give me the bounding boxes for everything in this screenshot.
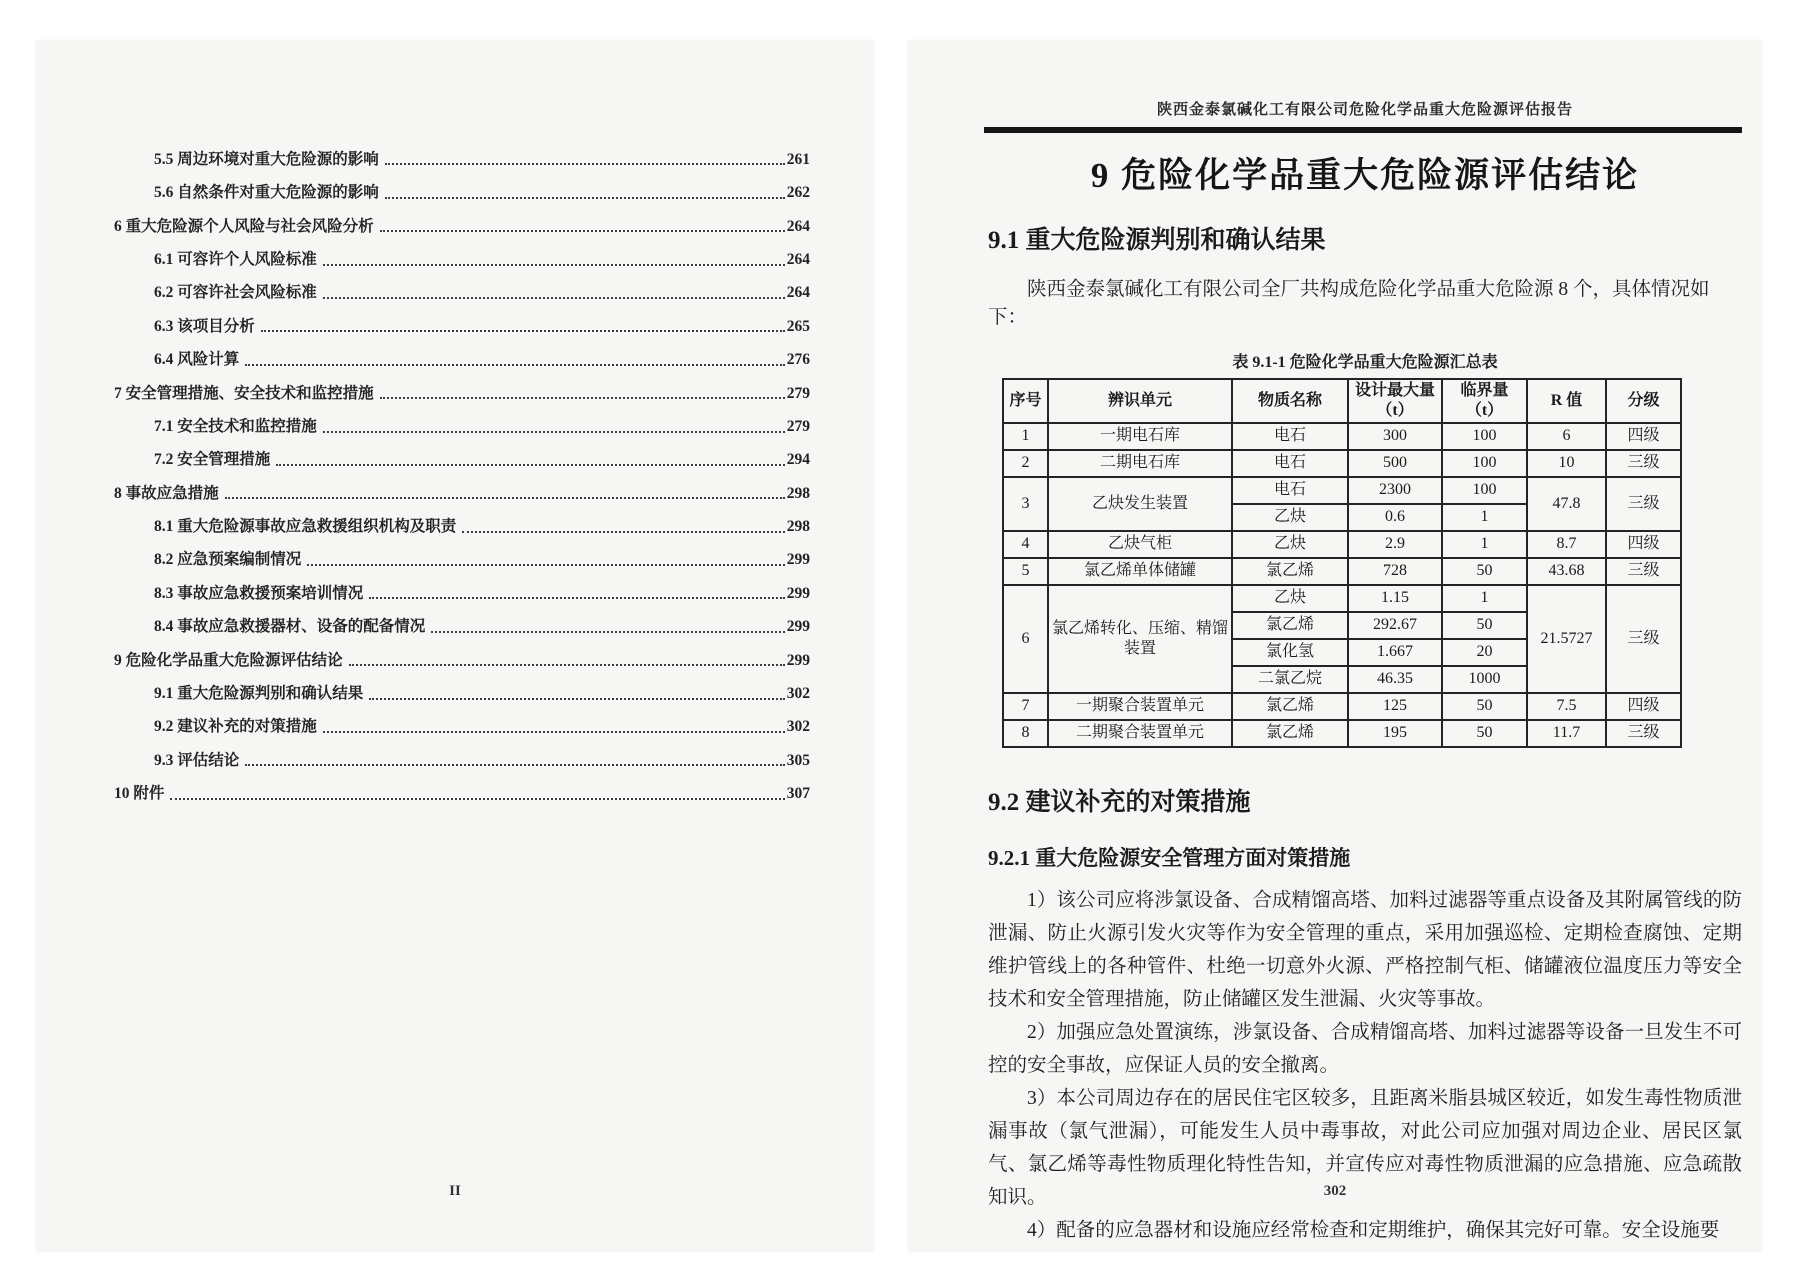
table-cell: 20 <box>1442 639 1527 666</box>
table-cell: 8.7 <box>1527 531 1606 558</box>
toc-entry <box>114 704 810 737</box>
table-cell: 二期聚合装置单元 <box>1048 720 1232 747</box>
toc-entry-label: 6.4 风险计算 <box>154 351 240 369</box>
table-row <box>1003 450 1681 477</box>
table-cell: 300 <box>1348 423 1442 450</box>
toc-entry <box>114 336 810 369</box>
body-paragraph: 2）加强应急处置演练，涉氯设备、合成精馏高塔、加料过滤器等设备一旦发生不可控的安全事故，应保证人员的安全撤离。 <box>988 1021 1742 1076</box>
toc-entry <box>114 470 810 503</box>
table-cell: 6 <box>1003 585 1048 693</box>
toc-entry <box>114 270 810 303</box>
toc-page-number: 298 <box>786 484 810 502</box>
toc-leader-dots <box>245 364 784 366</box>
toc-entry-label: 5.6 自然条件对重大危险源的影响 <box>154 184 379 202</box>
table-cell: 5 <box>1003 558 1048 585</box>
table-cell: 四级 <box>1606 531 1681 558</box>
toc-page-number: 307 <box>786 785 810 803</box>
table-cell: 728 <box>1348 558 1442 585</box>
table-cell: 2300 <box>1348 477 1442 504</box>
toc-entry-label: 8.4 事故应急救援器材、设备的配备情况 <box>154 618 426 636</box>
section-9-1-heading: 9.1 重大危险源判别和确认结果 <box>988 227 1326 254</box>
table-row <box>1003 477 1681 504</box>
toc-entry-label: 9.1 重大危险源判别和确认结果 <box>154 685 364 703</box>
toc-page-number: 276 <box>786 351 810 369</box>
toc-entry-label: 8.1 重大危险源事故应急救援组织机构及职责 <box>154 518 457 536</box>
table-cell: 氯乙烯 <box>1232 612 1348 639</box>
table-cell: 11.7 <box>1527 720 1606 747</box>
table-cell: 100 <box>1442 423 1527 450</box>
table-cell: 46.35 <box>1348 666 1442 693</box>
toc-page-number: 302 <box>786 685 810 703</box>
running-header: 陕西金泰氯碱化工有限公司危险化学品重大危险源评估报告 <box>1156 102 1573 118</box>
table-cell: 195 <box>1348 720 1442 747</box>
toc-entry <box>114 303 810 336</box>
table-cell: 电石 <box>1232 423 1348 450</box>
table-cell: 1 <box>1003 423 1048 450</box>
table-cell: 1.667 <box>1348 639 1442 666</box>
toc-leader-dots <box>245 764 784 766</box>
table-row <box>1003 720 1681 747</box>
table-cell: 1 <box>1442 531 1527 558</box>
toc-entry <box>114 503 810 536</box>
toc-page-number: 305 <box>786 751 810 769</box>
toc-entry-label: 6.3 该项目分析 <box>154 317 255 335</box>
toc-entry <box>114 437 810 470</box>
table-header-row <box>1003 379 1681 423</box>
table-header-cell: R 值 <box>1527 379 1606 423</box>
toc-entry <box>114 570 810 603</box>
toc-entry-label: 8.3 事故应急救援预案培训情况 <box>154 584 364 602</box>
table-cell: 100 <box>1442 450 1527 477</box>
toc-page-number: 299 <box>786 551 810 569</box>
table-cell: 10 <box>1527 450 1606 477</box>
table-cell: 电石 <box>1232 450 1348 477</box>
table-cell: 四级 <box>1606 423 1681 450</box>
toc-leader-dots <box>462 531 784 533</box>
toc-page-number: 299 <box>786 584 810 602</box>
table-cell: 三级 <box>1606 450 1681 477</box>
toc-entry-label: 8.2 应急预案编制情况 <box>154 551 302 569</box>
table-cell: 6 <box>1527 423 1606 450</box>
toc-entry-label: 8 事故应急措施 <box>114 484 219 502</box>
toc-entry <box>114 770 810 803</box>
toc-entry <box>114 537 810 570</box>
table-row <box>1003 531 1681 558</box>
toc-list <box>114 136 810 804</box>
table-cell: 125 <box>1348 693 1442 720</box>
toc-entry <box>114 136 810 169</box>
toc-leader-dots <box>380 230 785 232</box>
table-cell: 二期电石库 <box>1048 450 1232 477</box>
toc-entry-label: 6.1 可容许个人风险标准 <box>154 250 317 268</box>
toc-page-number: 302 <box>786 718 810 736</box>
table-cell: 氯化氢 <box>1232 639 1348 666</box>
table-cell: 4 <box>1003 531 1048 558</box>
toc-page <box>36 40 874 1252</box>
table-cell: 100 <box>1442 477 1527 504</box>
table-cell: 50 <box>1442 558 1527 585</box>
toc-leader-dots <box>349 664 785 666</box>
table-cell: 氯乙烯 <box>1232 558 1348 585</box>
table-cell: 47.8 <box>1527 477 1606 531</box>
table-cell: 8 <box>1003 720 1048 747</box>
toc-leader-dots <box>385 163 785 165</box>
toc-page-number: 298 <box>786 518 810 536</box>
chapter-title: 9 危险化学品重大危险源评估结论 <box>1090 156 1640 195</box>
table-cell: 1.15 <box>1348 585 1442 612</box>
table-cell: 1 <box>1442 585 1527 612</box>
table-cell: 一期电石库 <box>1048 423 1232 450</box>
toc-leader-dots <box>323 731 785 733</box>
toc-page-number: 261 <box>786 150 810 168</box>
toc-leader-dots <box>385 197 785 199</box>
toc-entry-label: 7.2 安全管理措施 <box>154 451 271 469</box>
table-cell: 氯乙烯单体储罐 <box>1048 558 1232 585</box>
table-cell: 50 <box>1442 693 1527 720</box>
toc-page-number: 294 <box>786 451 810 469</box>
body-paragraph: 1）该公司应将涉氯设备、合成精馏高塔、加料过滤器等重点设备及其附属管线的防泄漏、防止火源引发火灾等作为安全管理的重点，采用加强巡检、定期检查腐蚀、定期维护管线上的各种管件、杜绝一切意外火源、严格控制气柜、储罐液位温度压力等安全技术和安全管理措施，防止储罐区发生泄漏、火灾等事故。 <box>988 889 1742 1010</box>
toc-entry <box>114 370 810 403</box>
table-cell: 一期聚合装置单元 <box>1048 693 1232 720</box>
table-cell: 1000 <box>1442 666 1527 693</box>
toc-page-number: 262 <box>786 184 810 202</box>
table-cell: 50 <box>1442 720 1527 747</box>
toc-leader-dots <box>261 330 785 332</box>
table-header-cell: 设计最大量（t） <box>1348 379 1442 423</box>
toc-entry <box>114 403 810 436</box>
toc-entry-label: 7.1 安全技术和监控措施 <box>154 417 317 435</box>
table-cell: 21.5727 <box>1527 585 1606 693</box>
table-cell: 0.6 <box>1348 504 1442 531</box>
left-page-number: II <box>449 1183 461 1199</box>
toc-page-number: 279 <box>786 384 810 402</box>
body-paragraph: 3）本公司周边存在的居民住宅区较多，且距离米脂县城区较近，如发生毒性物质泄漏事故（氯气泄漏），可能发生人员中毒事故，对此公司应加强对周边企业、居民区氯气、氯乙烯等毒性物质理化特性告知，并宣传应对毒性物质泄漏的应急措施、应急疏散知识。 <box>988 1087 1742 1208</box>
toc-entry <box>114 203 810 236</box>
toc-entry <box>114 737 810 770</box>
table-header-cell: 分级 <box>1606 379 1681 423</box>
toc-page-number: 279 <box>786 417 810 435</box>
table-header-cell: 序号 <box>1003 379 1048 423</box>
toc-page-number: 264 <box>786 217 810 235</box>
toc-page-number: 299 <box>786 618 810 636</box>
toc-entry-label: 6.2 可容许社会风险标准 <box>154 284 317 302</box>
table-cell: 乙炔发生装置 <box>1048 477 1232 531</box>
table-cell: 氯乙烯 <box>1232 693 1348 720</box>
toc-entry-label: 10 附件 <box>114 785 165 803</box>
table-cell: 乙炔 <box>1232 504 1348 531</box>
toc-entry <box>114 637 810 670</box>
toc-leader-dots <box>276 464 784 466</box>
toc-entry <box>114 236 810 269</box>
body-paragraph: 4）配备的应急器材和设施应经常检查和定期维护，确保其完好可靠。安全设施要 <box>1027 1219 1720 1241</box>
toc-entry-label: 7 安全管理措施、安全技术和监控措施 <box>114 384 374 402</box>
table-row <box>1003 423 1681 450</box>
toc-page-number: 265 <box>786 317 810 335</box>
header-rule <box>984 127 1742 133</box>
table-row <box>1003 693 1681 720</box>
table-cell: 7.5 <box>1527 693 1606 720</box>
table-cell: 乙炔 <box>1232 531 1348 558</box>
toc-leader-dots <box>431 631 784 633</box>
table-caption: 表 9.1-1 危险化学品重大危险源汇总表 <box>1232 353 1498 371</box>
table-cell: 三级 <box>1606 720 1681 747</box>
toc-leader-dots <box>225 497 785 499</box>
table-cell: 50 <box>1442 612 1527 639</box>
toc-leader-dots <box>323 431 785 433</box>
toc-leader-dots <box>323 264 785 266</box>
toc-leader-dots <box>307 564 784 566</box>
section-9-1-intro: 陕西金泰氯碱化工有限公司全厂共构成危险化学品重大危险源 8 个，具体情况如下： <box>988 279 1710 328</box>
report-page-content <box>908 40 1762 1247</box>
table-header-cell: 物质名称 <box>1232 379 1348 423</box>
table-cell: 292.67 <box>1348 612 1442 639</box>
table-cell: 1 <box>1442 504 1527 531</box>
table-header-cell: 临界量（t） <box>1442 379 1527 423</box>
toc-entry-label: 9 危险化学品重大危险源评估结论 <box>114 651 343 669</box>
table-cell: 四级 <box>1606 693 1681 720</box>
toc-entry-label: 6 重大危险源个人风险与社会风险分析 <box>114 217 374 235</box>
table-cell: 氯乙烯转化、压缩、精馏装置 <box>1048 585 1232 693</box>
toc-leader-dots <box>323 297 785 299</box>
table-cell: 乙炔 <box>1232 585 1348 612</box>
toc-leader-dots <box>369 698 784 700</box>
right-page-number: 302 <box>1323 1183 1347 1199</box>
table-cell: 三级 <box>1606 585 1681 693</box>
hazard-summary-table <box>1002 378 1682 748</box>
table-header-cell: 辨识单元 <box>1048 379 1232 423</box>
section-9-2-1-heading: 9.2.1 重大危险源安全管理方面对策措施 <box>988 845 1351 870</box>
table-cell: 2 <box>1003 450 1048 477</box>
toc-entry <box>114 169 810 202</box>
toc-page-number: 299 <box>786 651 810 669</box>
table-cell: 43.68 <box>1527 558 1606 585</box>
toc-entry <box>114 670 810 703</box>
toc-entry-label: 9.2 建议补充的对策措施 <box>154 718 317 736</box>
section-9-2-heading: 9.2 建议补充的对策措施 <box>988 788 1251 816</box>
toc-leader-dots <box>380 397 785 399</box>
toc-page-number: 264 <box>786 284 810 302</box>
table-cell: 氯乙烯 <box>1232 720 1348 747</box>
toc-entry <box>114 603 810 636</box>
toc-entry-label: 5.5 周边环境对重大危险源的影响 <box>154 150 379 168</box>
table-row <box>1003 558 1681 585</box>
table-row <box>1003 585 1681 612</box>
toc-page-number: 264 <box>786 250 810 268</box>
table-cell: 二氯乙烷 <box>1232 666 1348 693</box>
table-cell: 电石 <box>1232 477 1348 504</box>
table-cell: 三级 <box>1606 477 1681 531</box>
table-cell: 2.9 <box>1348 531 1442 558</box>
table-cell: 500 <box>1348 450 1442 477</box>
toc-leader-dots <box>170 798 784 800</box>
table-cell: 7 <box>1003 693 1048 720</box>
table-cell: 三级 <box>1606 558 1681 585</box>
report-page <box>908 40 1762 1252</box>
table-cell: 乙炔气柜 <box>1048 531 1232 558</box>
table-cell: 3 <box>1003 477 1048 531</box>
toc-entry-label: 9.3 评估结论 <box>154 751 240 769</box>
toc-leader-dots <box>369 597 784 599</box>
